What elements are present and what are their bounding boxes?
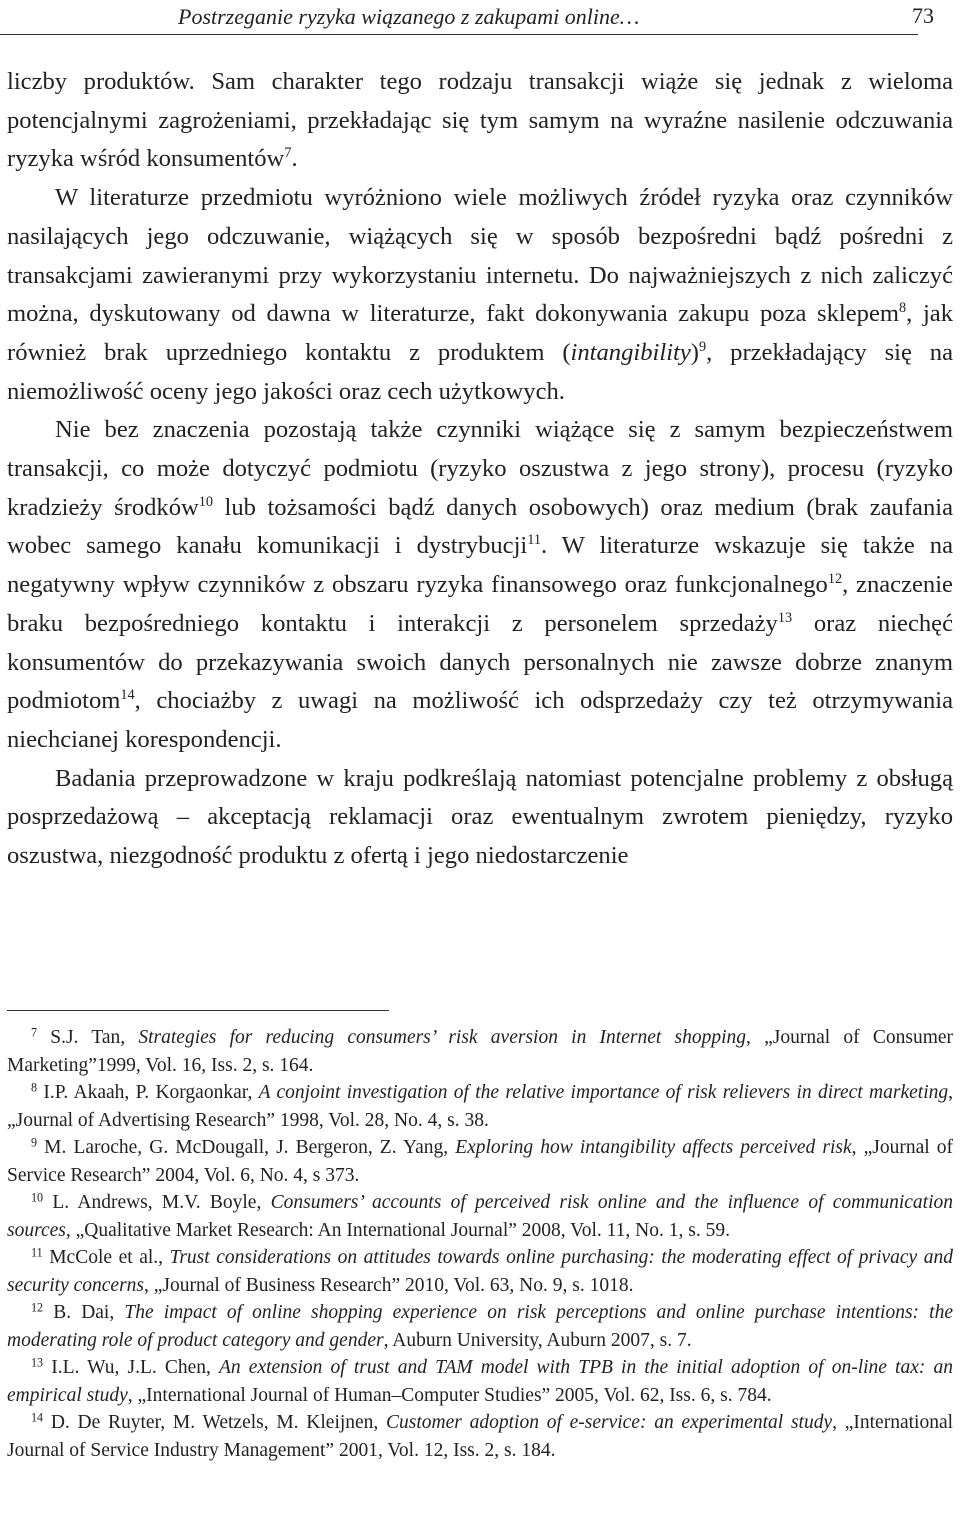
footnote-rule [7, 1010, 389, 1011]
italic-term: intangibility [570, 338, 691, 366]
footnote-ref: 9 [698, 339, 707, 356]
paragraph-4: Badania przeprowadzone w kraju podkreślają natomiast potencjalne problemy z obsługą posprzedażową – akceptacją reklamacji oraz ewentualnym zwrotem pieniędzy, ryzyko oszustwa, niezgodność produktu z ofertą i jego niedostarczenie [7, 764, 953, 870]
running-header [0, 0, 960, 40]
footnotes [7, 1024, 953, 1464]
footnote: $^8$ I.P. Akaah, P. Korgaonkar, A conjoint investigation of the relative importance of risk relievers in direct marketing, „Journal of Advertising Research” 1998, Vol. 28, No. 4, s. 38. [7, 1080, 953, 1131]
paragraph-1: liczby produktów. Sam charakter tego rodzaju transakcji wiąże się jednak z wieloma potencjalnymi zagrożeniami, przekładając się tym samym na wyraźne nasilenie odczuwania ryzyka wśród konsumentów$^7$. [7, 68, 953, 173]
footnote: $^{13}$ I.L. Wu, J.L. Chen, An extension of trust and TAM model with TPB in the initial adoption of on-line tax: an empirical study, „International Journal of Human–Computer Studies” 2005, Vol. 62, Iss. 6, s. 784. [7, 1355, 953, 1406]
footnote: $^{11}$ McCole et al., Trust considerations on attitudes towards online purchasing: the moderating effect of privacy and security concerns, „Journal of Business Research” 2010, Vol. 63, No. 9, s. 1018. [7, 1245, 954, 1296]
footnote-ref: 13 [777, 610, 793, 626]
footnote: $^9$ M. Laroche, G. McDougall, J. Bergeron, Z. Yang, Exploring how intangibility affects perceived risk, „Journal of Service Research” 2004, Vol. 6, No. 4, s 373. [7, 1135, 954, 1186]
footnote: $^{14}$ D. De Ruyter, M. Wetzels, M. Kleijnen, Customer adoption of e-service: an experimental study, „International Journal of Service Industry Management” 2001, Vol. 12, Iss. 2, s. 184. [7, 1410, 954, 1461]
paragraph-3: Nie bez znaczenia pozostają także czynniki wiążące się z samym bezpieczeństwem transakcji, co może dotyczyć podmiotu (ryzyko oszustwa z jego strony), procesu (ryzyko kradzieży środków$^{10}$ lub tożsamości bądź danych osobowych) oraz medium (brak zaufania wobec samego kanału komunikacji i dystrybucji$^{11}$. W literaturze wskazuje się także na negatywny wpływ czynników z obszaru ryzyka finansowego oraz funkcjonalnego$^{12}$, znaczenie braku bezpośredniego kontaktu i interakcji z personelem sprzedaży$^{13}$ oraz niechęć konsumentów do przekazywania swoich danych personalnych nie zawsze dobrze znanym podmiotom$^{14}$, chociażby z uwagi na możliwość ich odsprzedaży czy też otrzymywania niechcianej korespondencji. [7, 416, 954, 753]
footnote: $^{12}$ B. Dai, The impact of online shopping experience on risk perceptions and online purchase intentions: the moderating role of product category and gender, Auburn University, Auburn 2007, s. 7. [7, 1300, 953, 1351]
header-rule [0, 34, 918, 35]
body-text [7, 63, 953, 876]
footnote-ref: 8 [899, 300, 907, 317]
footnote-ref: 12 [827, 571, 843, 588]
page-number: 73 [912, 3, 934, 28]
footnote-ref: 10 [198, 493, 214, 510]
footnote-ref: 14 [120, 687, 135, 704]
footnote-ref: 11 [527, 532, 541, 549]
footnote: $^7$ S.J. Tan, Strategies for reducing consumers’ risk aversion in Internet shopping, „Journal of Consumer Marketing”1999, Vol. 16, Iss. 2, s. 164. [7, 1025, 954, 1076]
paragraph-2: W literaturze przedmiotu wyróżniono wiele możliwych źródeł ryzyka oraz czynników nasilających jego odczuwanie, wiążących się w sposób bezpośredni bądź pośredni z transakcjami zawieranymi przy wykorzystaniu internetu. Do najważniejszych z nich zaliczyć można, dyskutowany od dawna w literaturze, fakt dokonywania zakupu poza sklepem$^8$, jak również brak uprzedniego kontaktu z produktem (intangibility)$^9$, przekładający się na niemożliwość oceny jego jakości oraz cech użytkowych. [7, 184, 954, 405]
footnote-ref: 7 [284, 145, 292, 162]
footnote: $^{10}$ L. Andrews, M.V. Boyle, Consumers’ accounts of perceived risk online and the influence of communication sources, „Qualitative Market Research: An International Journal” 2008, Vol. 11, No. 1, s. 59. [7, 1190, 954, 1241]
running-title: Postrzeganie ryzyka wiązanego z zakupami online… [178, 4, 640, 29]
